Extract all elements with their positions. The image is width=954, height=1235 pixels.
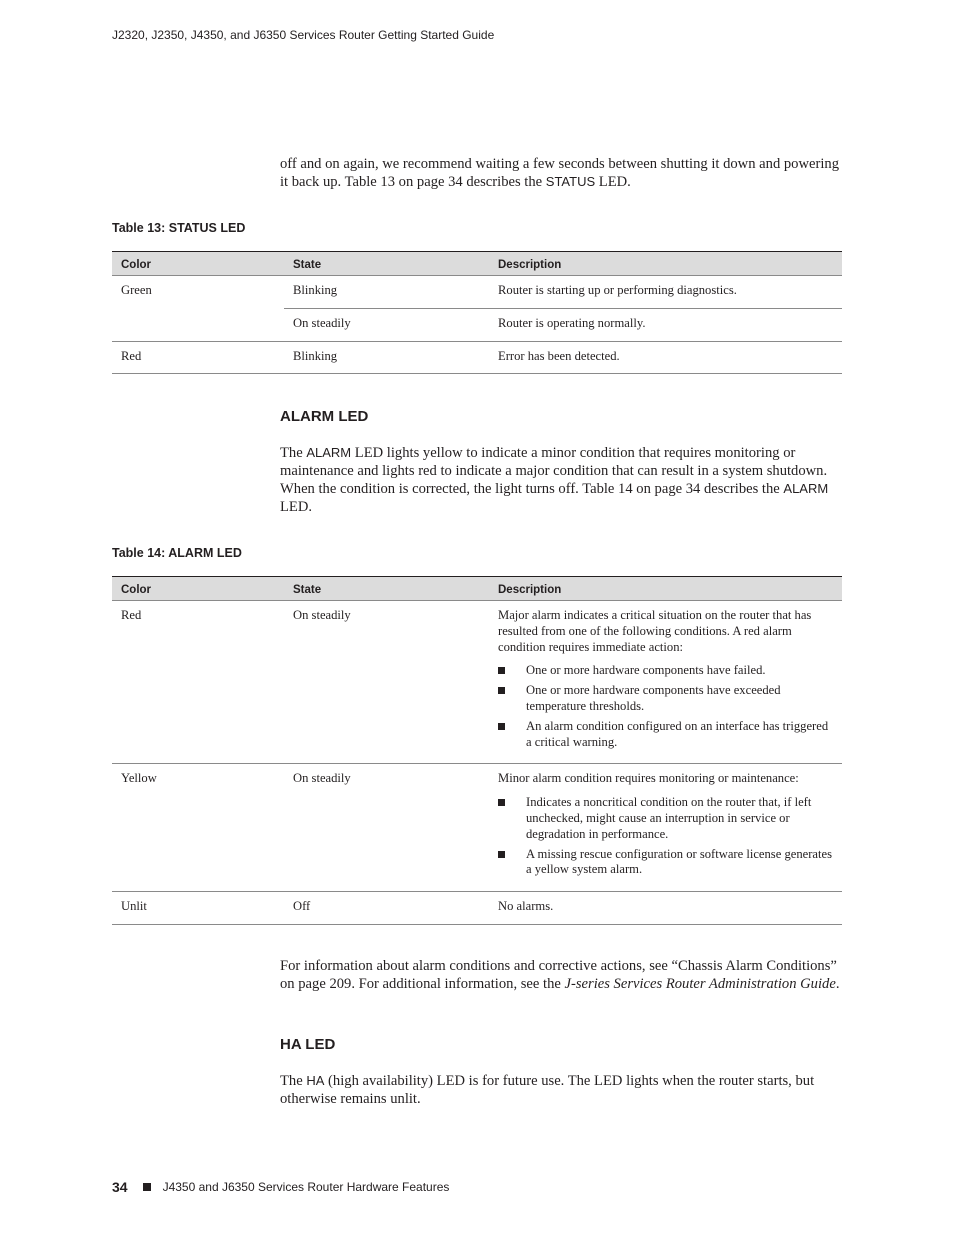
info-text: For information about alarm conditions and corrective actions, see “Chassis Alarm Conditions” on page 209. For additional information, see the <box>280 958 837 992</box>
list-item-text: An alarm condition configured on an interface has triggered a critical warning. <box>526 718 829 749</box>
alarm-keyword: ALARM <box>306 445 352 460</box>
state-cell: On steadily <box>284 764 489 892</box>
column-header-color: Color <box>112 577 284 601</box>
table-row <box>112 341 842 374</box>
list-item <box>498 683 833 715</box>
state-cell: On steadily <box>284 601 489 764</box>
column-header-state: State <box>284 252 489 276</box>
alarm-text-end: LED. <box>280 499 313 515</box>
guide-title: J-series Services Router Administration Guide <box>564 976 836 992</box>
status-keyword: STATUS <box>545 174 596 189</box>
table-header-row <box>112 577 842 601</box>
description-cell: Error has been detected. <box>489 341 842 374</box>
description-text: Minor alarm condition requires monitoring or maintenance: <box>498 771 799 786</box>
list-item-text: One or more hardware components have failed. <box>526 663 766 678</box>
color-cell: Green <box>112 276 284 342</box>
ha-keyword: HA <box>306 1073 325 1088</box>
table-row <box>112 764 842 892</box>
list-item-text: A missing rescue configuration or software license generates a yellow system alarm. <box>526 846 832 877</box>
table-header-row <box>112 252 842 276</box>
description-cell: No alarms. <box>489 892 842 925</box>
list-item <box>498 795 833 842</box>
state-cell: Off <box>284 892 489 925</box>
page-footer <box>112 1179 449 1195</box>
info-paragraph <box>280 957 845 993</box>
table-row <box>112 276 842 309</box>
description-text: Major alarm indicates a critical situation on the router that has resulted from one of the following conditions. A red alarm condition requires immediate action: <box>498 608 812 654</box>
description-cell: Router is operating normally. <box>489 308 842 341</box>
alarm-paragraph <box>280 444 845 516</box>
color-cell: Red <box>112 601 284 764</box>
bullet-square-icon <box>498 851 505 858</box>
alarm-led-heading: ALARM LED <box>280 408 369 425</box>
footer-square-icon <box>143 1183 151 1191</box>
color-cell: Yellow <box>112 764 284 892</box>
list-item-text: Indicates a noncritical condition on the router that, if left unchecked, might cause an interruption in service or degradation in performance. <box>526 795 812 841</box>
page-number: 34 <box>112 1179 128 1195</box>
list-item <box>498 719 833 751</box>
info-text-end: . <box>835 976 840 992</box>
alarm-led-table <box>112 576 842 925</box>
alarm-text: LED lights yellow to indicate a minor condition that requires monitoring or maintenance and lights red to indicate a major condition that can result in a system shutdown. When the condition is corrected, the light turns off. Table 14 on page 34 describes the <box>280 445 828 497</box>
column-header-color: Color <box>112 252 284 276</box>
intro-text-end: LED. <box>595 174 631 190</box>
column-header-description: Description <box>489 577 842 601</box>
color-cell: Unlit <box>112 892 284 925</box>
description-cell <box>489 601 842 764</box>
bullet-square-icon <box>498 723 505 730</box>
column-header-state: State <box>284 577 489 601</box>
bullet-square-icon <box>498 667 505 674</box>
alarm-text: The <box>280 445 307 461</box>
bullet-square-icon <box>498 799 505 806</box>
table-row <box>112 601 842 764</box>
state-cell: Blinking <box>284 276 489 309</box>
intro-paragraph <box>280 155 845 191</box>
description-cell: Router is starting up or performing diagnostics. <box>489 276 842 309</box>
state-cell: On steadily <box>284 308 489 341</box>
list-item <box>498 663 833 679</box>
color-cell: Red <box>112 341 284 374</box>
table14-caption: Table 14: ALARM LED <box>112 546 242 560</box>
ha-led-heading: HA LED <box>280 1036 336 1053</box>
description-cell <box>489 764 842 892</box>
list-item-text: One or more hardware components have exceeded temperature thresholds. <box>526 683 781 713</box>
table-row <box>112 892 842 925</box>
list-item <box>498 847 833 879</box>
intro-text: off and on again, we recommend waiting a few seconds between shutting it down and powering it back up. Table 13 on page 34 describes the <box>280 156 840 190</box>
bullet-square-icon <box>498 687 505 694</box>
status-led-table <box>112 251 842 374</box>
ha-text: The <box>280 1073 307 1089</box>
ha-text-end: (high availability) LED is for future use. The LED lights when the router starts, but otherwise remains unlit. <box>280 1073 815 1107</box>
alarm-keyword: ALARM <box>783 481 829 496</box>
bullet-list <box>498 795 833 878</box>
table13-caption: Table 13: STATUS LED <box>112 221 246 235</box>
running-header: J2320, J2350, J4350, and J6350 Services Router Getting Started Guide <box>112 28 495 42</box>
bullet-list <box>498 663 833 750</box>
chapter-title: J4350 and J6350 Services Router Hardware Features <box>162 1180 450 1194</box>
column-header-description: Description <box>489 252 842 276</box>
ha-paragraph <box>280 1072 845 1108</box>
state-cell: Blinking <box>284 341 489 374</box>
